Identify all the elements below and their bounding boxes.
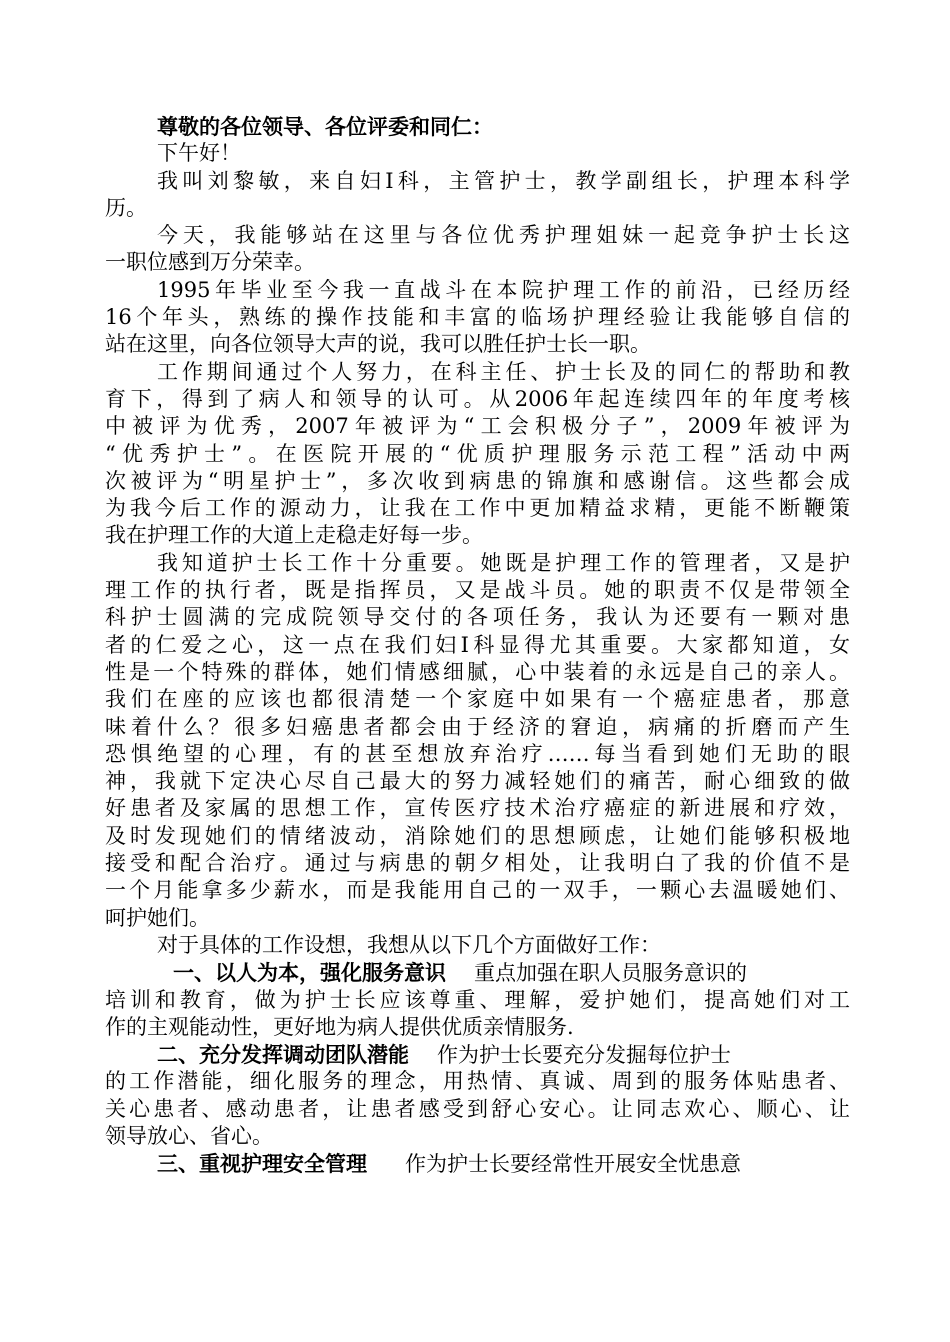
paragraph-line: 关心患者、感动患者，让患者感受到舒心安心。让同志欢心、顺心、让 [105, 1096, 850, 1121]
paragraph-line: 今天，我能够站在这里与各位优秀护理姐妹一起竞争护士长这 [157, 223, 850, 248]
paragraph-line: 科护士圆满的完成院领导交付的各项任务，我认为还要有一颗对患 [105, 605, 850, 630]
paragraph-line: 及时发现她们的情绪波动，消除她们的思想顾虑，让她们能够积极地 [105, 823, 850, 848]
paragraph-line: 呵护她们。 [105, 905, 210, 930]
section-3-heading: 三、重视护理安全管理 [157, 1151, 367, 1177]
paragraph-line: 我们在座的应该也都很清楚一个家庭中如果有一个癌症患者，那意 [105, 687, 850, 712]
section-3-first-line [105, 1150, 850, 1177]
paragraph-line: 对于具体的工作设想，我想从以下几个方面做好工作： [157, 932, 661, 957]
paragraph-line: 味着什么？很多妇癌患者都会由于经济的窘迫，病痛的折磨而产生 [105, 714, 850, 739]
paragraph-line: 我在护理工作的大道上走稳走好每一步。 [105, 523, 483, 548]
salutation: 尊敬的各位领导、各位评委和同仁： [157, 114, 493, 139]
paragraph-line: 接受和配合治疗。通过与病患的朝夕相处，让我明白了我的价值不是 [105, 851, 850, 876]
section-1-text: 重点加强在职人员服务意识的 [474, 961, 747, 986]
paragraph-line: 培训和教育，做为护士长应该尊重、理解，爱护她们，提高她们对工 [105, 987, 850, 1012]
section-2-heading: 二、充分发挥调动团队潜能 [157, 1042, 409, 1068]
paragraph-line: 工作期间通过个人努力，在科主任、护士长及的同仁的帮助和教 [157, 359, 850, 384]
paragraph-line: 16个年头，熟练的操作技能和丰富的临场护理经验让我能够自信的 [105, 305, 850, 330]
section-2-first-line [105, 1041, 850, 1068]
document-page [105, 113, 850, 1178]
paragraph-line: 育下，得到了病人和领导的认可。从2006年起连续四年的年度考核 [105, 386, 850, 411]
paragraph-line: 作的主观能动性，更好地为病人提供优质亲情服务. [105, 1014, 574, 1039]
paragraph-line: 一个月能拿多少薪水，而是我能用自己的一双手，一颗心去温暖她们、 [105, 878, 850, 903]
paragraph-line: 恐惧绝望的心理，有的甚至想放弃治疗……每当看到她们无助的眼 [105, 741, 850, 766]
section-3-text: 作为护士长要经常性开展安全忧患意 [405, 1152, 741, 1177]
paragraph-line: 好患者及家属的思想工作，宣传医疗技术治疗癌症的新进展和疗效， [105, 796, 850, 821]
paragraph-line: 我叫刘黎敏，来自妇Ⅰ科，主管护士，教学副组长，护理本科学 [157, 168, 850, 193]
paragraph-line: 的工作潜能，细化服务的理念，用热情、真诚、周到的服务体贴患者、 [105, 1069, 850, 1094]
paragraph-line: 中被评为优秀，2007年被评为“工会积极分子”，2009年被评为 [105, 414, 850, 439]
paragraph-line: 为我今后工作的源动力，让我在工作中更加精益求精，更能不断鞭策 [105, 496, 850, 521]
paragraph-line: 性是一个特殊的群体，她们情感细腻，心中装着的永远是自己的亲人。 [105, 659, 850, 684]
paragraph-line: 站在这里，向各位领导大声的说，我可以胜任护士长一职。 [105, 332, 651, 357]
paragraph-line: 一职位感到万分荣幸。 [105, 250, 315, 275]
paragraph-line: 神，我就下定决心尽自己最大的努力减轻她们的痛苦，耐心细致的做 [105, 769, 850, 794]
section-2-text: 作为护士长要充分发掘每位护士 [437, 1043, 731, 1068]
paragraph-line: 1995年毕业至今我一直战斗在本院护理工作的前沿，已经历经 [157, 277, 850, 302]
section-1-first-line [105, 959, 850, 986]
paragraph-line: 我知道护士长工作十分重要。她既是护理工作的管理者，又是护 [157, 550, 850, 575]
paragraph-line: “优秀护士”。在医院开展的“优质护理服务示范工程”活动中两 [105, 441, 850, 466]
paragraph-line: 次被评为“明星护士”，多次收到病患的锦旗和感谢信。这些都会成 [105, 468, 850, 493]
paragraph-line: 理工作的执行者，既是指挥员，又是战斗员。她的职责不仅是带领全 [105, 578, 850, 603]
paragraph-line: 者的仁爱之心，这一点在我们妇Ⅰ科显得尤其重要。大家都知道，女 [105, 632, 850, 657]
section-1-heading: 一、以人为本，强化服务意识 [173, 960, 446, 986]
paragraph-line: 历。 [105, 195, 147, 220]
greeting: 下午好！ [157, 141, 241, 166]
paragraph-line: 领导放心、省心。 [105, 1123, 273, 1148]
